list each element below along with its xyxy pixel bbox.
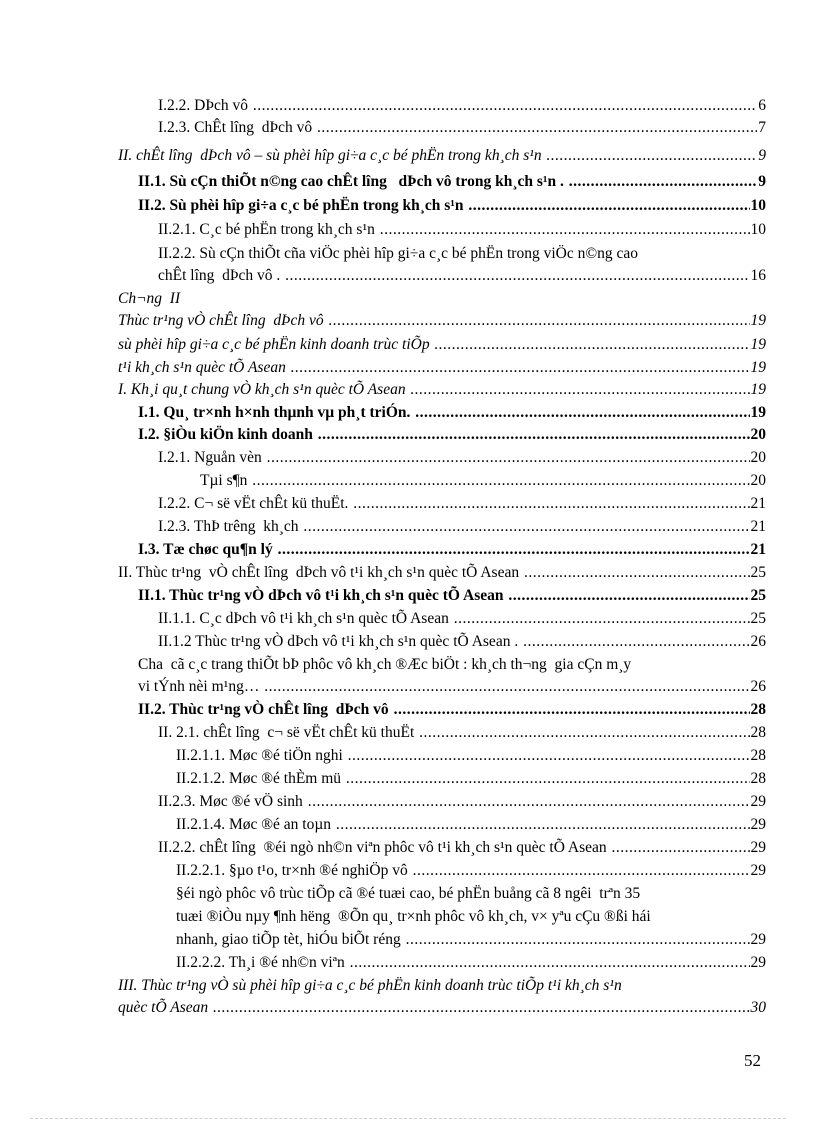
toc-entry bbox=[118, 334, 766, 356]
toc-entry-page: 29 bbox=[750, 954, 766, 971]
toc-entry bbox=[118, 117, 766, 139]
dot-leader bbox=[253, 95, 757, 117]
dot-leader bbox=[213, 997, 750, 1019]
dot-leader bbox=[353, 493, 749, 515]
toc-entry-page: 6 bbox=[758, 97, 766, 114]
toc-entry bbox=[118, 357, 766, 379]
toc-entry-page: 26 bbox=[750, 678, 766, 695]
toc-entry bbox=[118, 470, 766, 492]
page-number: 52 bbox=[744, 1051, 761, 1070]
toc-entry-page: 10 bbox=[750, 197, 766, 214]
toc-entry-text: II. 2.1. chÊt lîng c¬ së vËt chÊt kü thuËt bbox=[158, 724, 419, 741]
dot-leader bbox=[350, 952, 750, 974]
toc-entry-text: I.2.2. C¬ së vËt chÊt kü thuËt. bbox=[158, 495, 353, 512]
toc-entry-text: nhanh, giao tiÕp tèt, hiÓu biÕt réng bbox=[176, 931, 405, 948]
toc-entry bbox=[118, 722, 766, 744]
dot-leader bbox=[434, 334, 749, 356]
toc-entry-text: I. Kh¸i qu¸t chung vÒ kh¸ch s¹n quèc tÕ Asean bbox=[118, 381, 410, 398]
toc-entry-page: 19 bbox=[750, 312, 766, 329]
toc-entry bbox=[118, 516, 766, 538]
toc-entry-text: tuæi ®iÒu nµy ¶nh hëng ®Õn qu¸ tr×nh phôc vô kh¸ch, v× yªu cÇu ®ßi hái bbox=[176, 908, 651, 925]
toc-entry bbox=[118, 883, 766, 905]
toc-entry-page: 9 bbox=[758, 147, 766, 164]
dot-leader bbox=[348, 745, 750, 767]
dot-leader bbox=[308, 791, 750, 813]
toc-entry bbox=[118, 814, 766, 836]
toc-entry bbox=[118, 997, 766, 1019]
dot-leader bbox=[336, 814, 750, 836]
toc-entry-text: I.2.1. Nguån vèn bbox=[158, 449, 266, 466]
dot-leader bbox=[252, 470, 749, 492]
toc-entry bbox=[118, 975, 766, 997]
toc-entry-text: chÊt lîng dÞch vô . bbox=[158, 267, 285, 284]
toc-entry-page: 28 bbox=[750, 701, 766, 718]
dot-leader bbox=[406, 929, 750, 951]
toc-entry-text: II.2.1. C¸c bé phËn trong kh¸ch s¹n bbox=[158, 221, 379, 238]
toc-entry bbox=[118, 608, 766, 630]
dot-leader bbox=[410, 379, 749, 401]
toc-entry bbox=[118, 265, 766, 287]
toc-entry-page: 19 bbox=[750, 336, 766, 353]
toc-entry-page: 7 bbox=[758, 119, 766, 136]
toc-entry-page: 10 bbox=[750, 221, 766, 238]
dot-leader bbox=[329, 310, 750, 332]
toc-entry-page: 29 bbox=[750, 931, 766, 948]
toc-entry bbox=[118, 243, 766, 265]
toc-entry bbox=[118, 171, 766, 193]
toc-entry bbox=[118, 539, 766, 561]
toc-entry-page: 19 bbox=[750, 359, 766, 376]
toc-entry-page: 29 bbox=[750, 816, 766, 833]
toc-entry-text: I.2.3. ChÊt lîng dÞch vô bbox=[158, 119, 317, 136]
toc-entry bbox=[118, 95, 766, 117]
toc-entry-text: II.1.2 Thùc tr¹ng vÒ dÞch vô t¹i kh¸ch s¹n quèc tÕ Asean . bbox=[158, 633, 523, 650]
toc-entry-page: 26 bbox=[750, 633, 766, 650]
toc-entry-page: 29 bbox=[750, 793, 766, 810]
toc-entry bbox=[118, 288, 766, 310]
dot-leader bbox=[264, 676, 749, 698]
toc-entry bbox=[118, 195, 766, 217]
toc-entry bbox=[118, 402, 766, 424]
toc-entry bbox=[118, 906, 766, 928]
toc-entry bbox=[118, 562, 766, 584]
toc-entry bbox=[118, 860, 766, 882]
toc-entry-page: 21 bbox=[750, 518, 766, 535]
toc-entry-text: II.1.1. C¸c dÞch vô t¹i kh¸ch s¹n quèc tÕ Asean bbox=[158, 610, 453, 627]
toc-entry-page: 20 bbox=[750, 426, 766, 443]
toc-entry bbox=[118, 310, 766, 332]
toc-entry-page: 28 bbox=[750, 724, 766, 741]
dot-leader bbox=[508, 585, 749, 607]
toc-entry bbox=[118, 447, 766, 469]
toc-entry-page: 29 bbox=[750, 839, 766, 856]
toc-entry-text: II. Thùc tr¹ng vÒ chÊt lîng dÞch vô t¹i kh¸ch s¹n quèc tÕ Asean bbox=[118, 564, 523, 581]
toc-entry-text: Ch¬ng II bbox=[118, 290, 181, 307]
toc-entry-text: vi tÝnh nèi m¹ng… bbox=[138, 678, 264, 695]
toc-entry bbox=[118, 145, 766, 167]
toc-entry-text: II.2.1.2. Møc ®é thÈm mü bbox=[176, 770, 345, 787]
toc-entry bbox=[118, 219, 766, 241]
toc-entry-text: quèc tÕ Asean bbox=[118, 999, 212, 1016]
toc-entry-page: 25 bbox=[750, 564, 766, 581]
toc-entry-text: II.2.2.1. §µo t¹o, tr×nh ®é nghiÖp vô bbox=[176, 862, 412, 879]
toc-entry-page: 16 bbox=[750, 267, 766, 284]
toc-entry bbox=[118, 654, 766, 676]
toc-entry-page: 28 bbox=[750, 747, 766, 764]
toc-entry-text: Thùc tr¹ng vÒ chÊt lîng dÞch vô bbox=[118, 312, 328, 329]
toc-entry-text: II.2.2. Sù cÇn thiÕt cña viÖc phèi hîp gi÷a c¸c bé phËn trong viÖc n©ng cao bbox=[158, 245, 639, 262]
toc-entry bbox=[118, 791, 766, 813]
dot-leader bbox=[413, 860, 750, 882]
toc-entry-page: 21 bbox=[750, 541, 766, 558]
toc-entry-text: I.2.3. ThÞ trêng kh¸ch bbox=[158, 518, 303, 535]
toc-entry-text: sù phèi hîp gi÷a c¸c bé phËn kinh doanh trùc tiÕp bbox=[118, 336, 434, 353]
dot-leader bbox=[303, 516, 749, 538]
dot-leader bbox=[380, 219, 750, 241]
toc-entry bbox=[118, 631, 766, 653]
toc-entry-text: I.3. Tæ chøc qu¶n lý bbox=[138, 541, 277, 558]
toc-entry bbox=[118, 676, 766, 698]
toc-entry-page: 21 bbox=[750, 495, 766, 512]
dot-leader bbox=[291, 357, 750, 379]
toc-entry-page: 29 bbox=[750, 862, 766, 879]
toc-entry-text: t¹i kh¸ch s¹n quèc tÕ Asean bbox=[118, 359, 290, 376]
toc-entry-text: II.2.1.1. Møc ®é tiÖn nghi bbox=[176, 747, 347, 764]
toc-entry-page: 30 bbox=[750, 999, 766, 1016]
dot-leader bbox=[569, 171, 757, 193]
toc-entry-page: 19 bbox=[750, 404, 766, 421]
dot-leader bbox=[267, 447, 750, 469]
page-bottom-divider bbox=[30, 1118, 786, 1119]
toc-entry-page: 28 bbox=[750, 770, 766, 787]
toc-entry bbox=[118, 699, 766, 721]
toc-entry-text: II.2.2. chÊt lîng ®éi ngò nh©n viªn phôc vô t¹i kh¸ch s¹n quèc tÕ Asean bbox=[158, 839, 611, 856]
toc-entry-text: II.1. Sù cÇn thiÕt n©ng cao chÊt lîng dÞch vô trong kh¸ch s¹n . bbox=[138, 173, 568, 190]
toc-entry bbox=[118, 929, 766, 951]
toc-entry bbox=[118, 745, 766, 767]
toc-entry bbox=[118, 493, 766, 515]
dot-leader bbox=[346, 768, 750, 790]
toc-entry-page: 9 bbox=[758, 173, 766, 190]
dot-leader bbox=[612, 837, 750, 859]
dot-leader bbox=[547, 145, 758, 167]
toc-entry-text: I.2. §iÒu kiÖn kinh doanh bbox=[138, 426, 317, 443]
dot-leader bbox=[278, 539, 750, 561]
toc-entry-text: Tµi s¶n bbox=[200, 472, 252, 489]
toc-entry-text: II.2.2.2. Th¸i ®é nh©n viªn bbox=[176, 954, 349, 971]
toc-entry-text: I.1. Qu¸ tr×nh h×nh thµnh vµ ph¸t triÓn. bbox=[138, 404, 415, 421]
toc-entry-page: 19 bbox=[750, 381, 766, 398]
toc-entry-text: §éi ngò phôc vô trùc tiÕp cã ®é tuæi cao, bé phËn buång cã 8 ngêi trªn 35 bbox=[176, 885, 641, 902]
dot-leader bbox=[524, 562, 750, 584]
toc-entry bbox=[118, 768, 766, 790]
dot-leader bbox=[318, 424, 750, 446]
dot-leader bbox=[317, 117, 757, 139]
dot-leader bbox=[394, 699, 750, 721]
toc-entry-text: III. Thùc tr¹ng vÒ sù phèi hîp gi÷a c¸c bé phËn kinh doanh trùc tiÕp t¹i kh¸ch s¹n bbox=[118, 977, 622, 994]
toc-entry bbox=[118, 585, 766, 607]
toc-entry-text: II.2. Thùc tr¹ng vÒ chÊt lîng dÞch vô bbox=[138, 701, 393, 718]
toc-entry-text: Cha cã c¸c trang thiÕt bÞ phôc vô kh¸ch ®Æc biÖt : kh¸ch th¬ng gia cÇn m¸y bbox=[138, 656, 632, 673]
dot-leader bbox=[285, 265, 749, 287]
toc-entry-page: 20 bbox=[750, 472, 766, 489]
toc-entry-text: II.1. Thùc tr¹ng vÒ dÞch vô t¹i kh¸ch s¹n quèc tÕ Asean bbox=[138, 587, 508, 604]
toc-entry-page: 25 bbox=[750, 587, 766, 604]
toc-entry bbox=[118, 952, 766, 974]
dot-leader bbox=[419, 722, 749, 744]
toc-entry-text: II.2. Sù phèi hîp gi÷a c¸c bé phËn trong kh¸ch s¹n bbox=[138, 197, 468, 214]
toc-entry-text: II.2.1.4. Møc ®é an toµn bbox=[176, 816, 335, 833]
toc-entry-text: I.2.2. DÞch vô bbox=[158, 97, 252, 114]
toc-entry-text: II.2.3. Møc ®é vÖ sinh bbox=[158, 793, 307, 810]
toc-entry-page: 20 bbox=[750, 449, 766, 466]
dot-leader bbox=[468, 195, 749, 217]
dot-leader bbox=[523, 631, 749, 653]
toc-entry bbox=[118, 379, 766, 401]
toc-entry-text: II. chÊt lîng dÞch vô – sù phèi hîp gi÷a c¸c bé phËn trong kh¸ch s¹n bbox=[118, 147, 546, 164]
toc-entry bbox=[118, 837, 766, 859]
dot-leader bbox=[415, 402, 749, 424]
toc-entry bbox=[118, 424, 766, 446]
toc-entry-page: 25 bbox=[750, 610, 766, 627]
dot-leader bbox=[454, 608, 750, 630]
